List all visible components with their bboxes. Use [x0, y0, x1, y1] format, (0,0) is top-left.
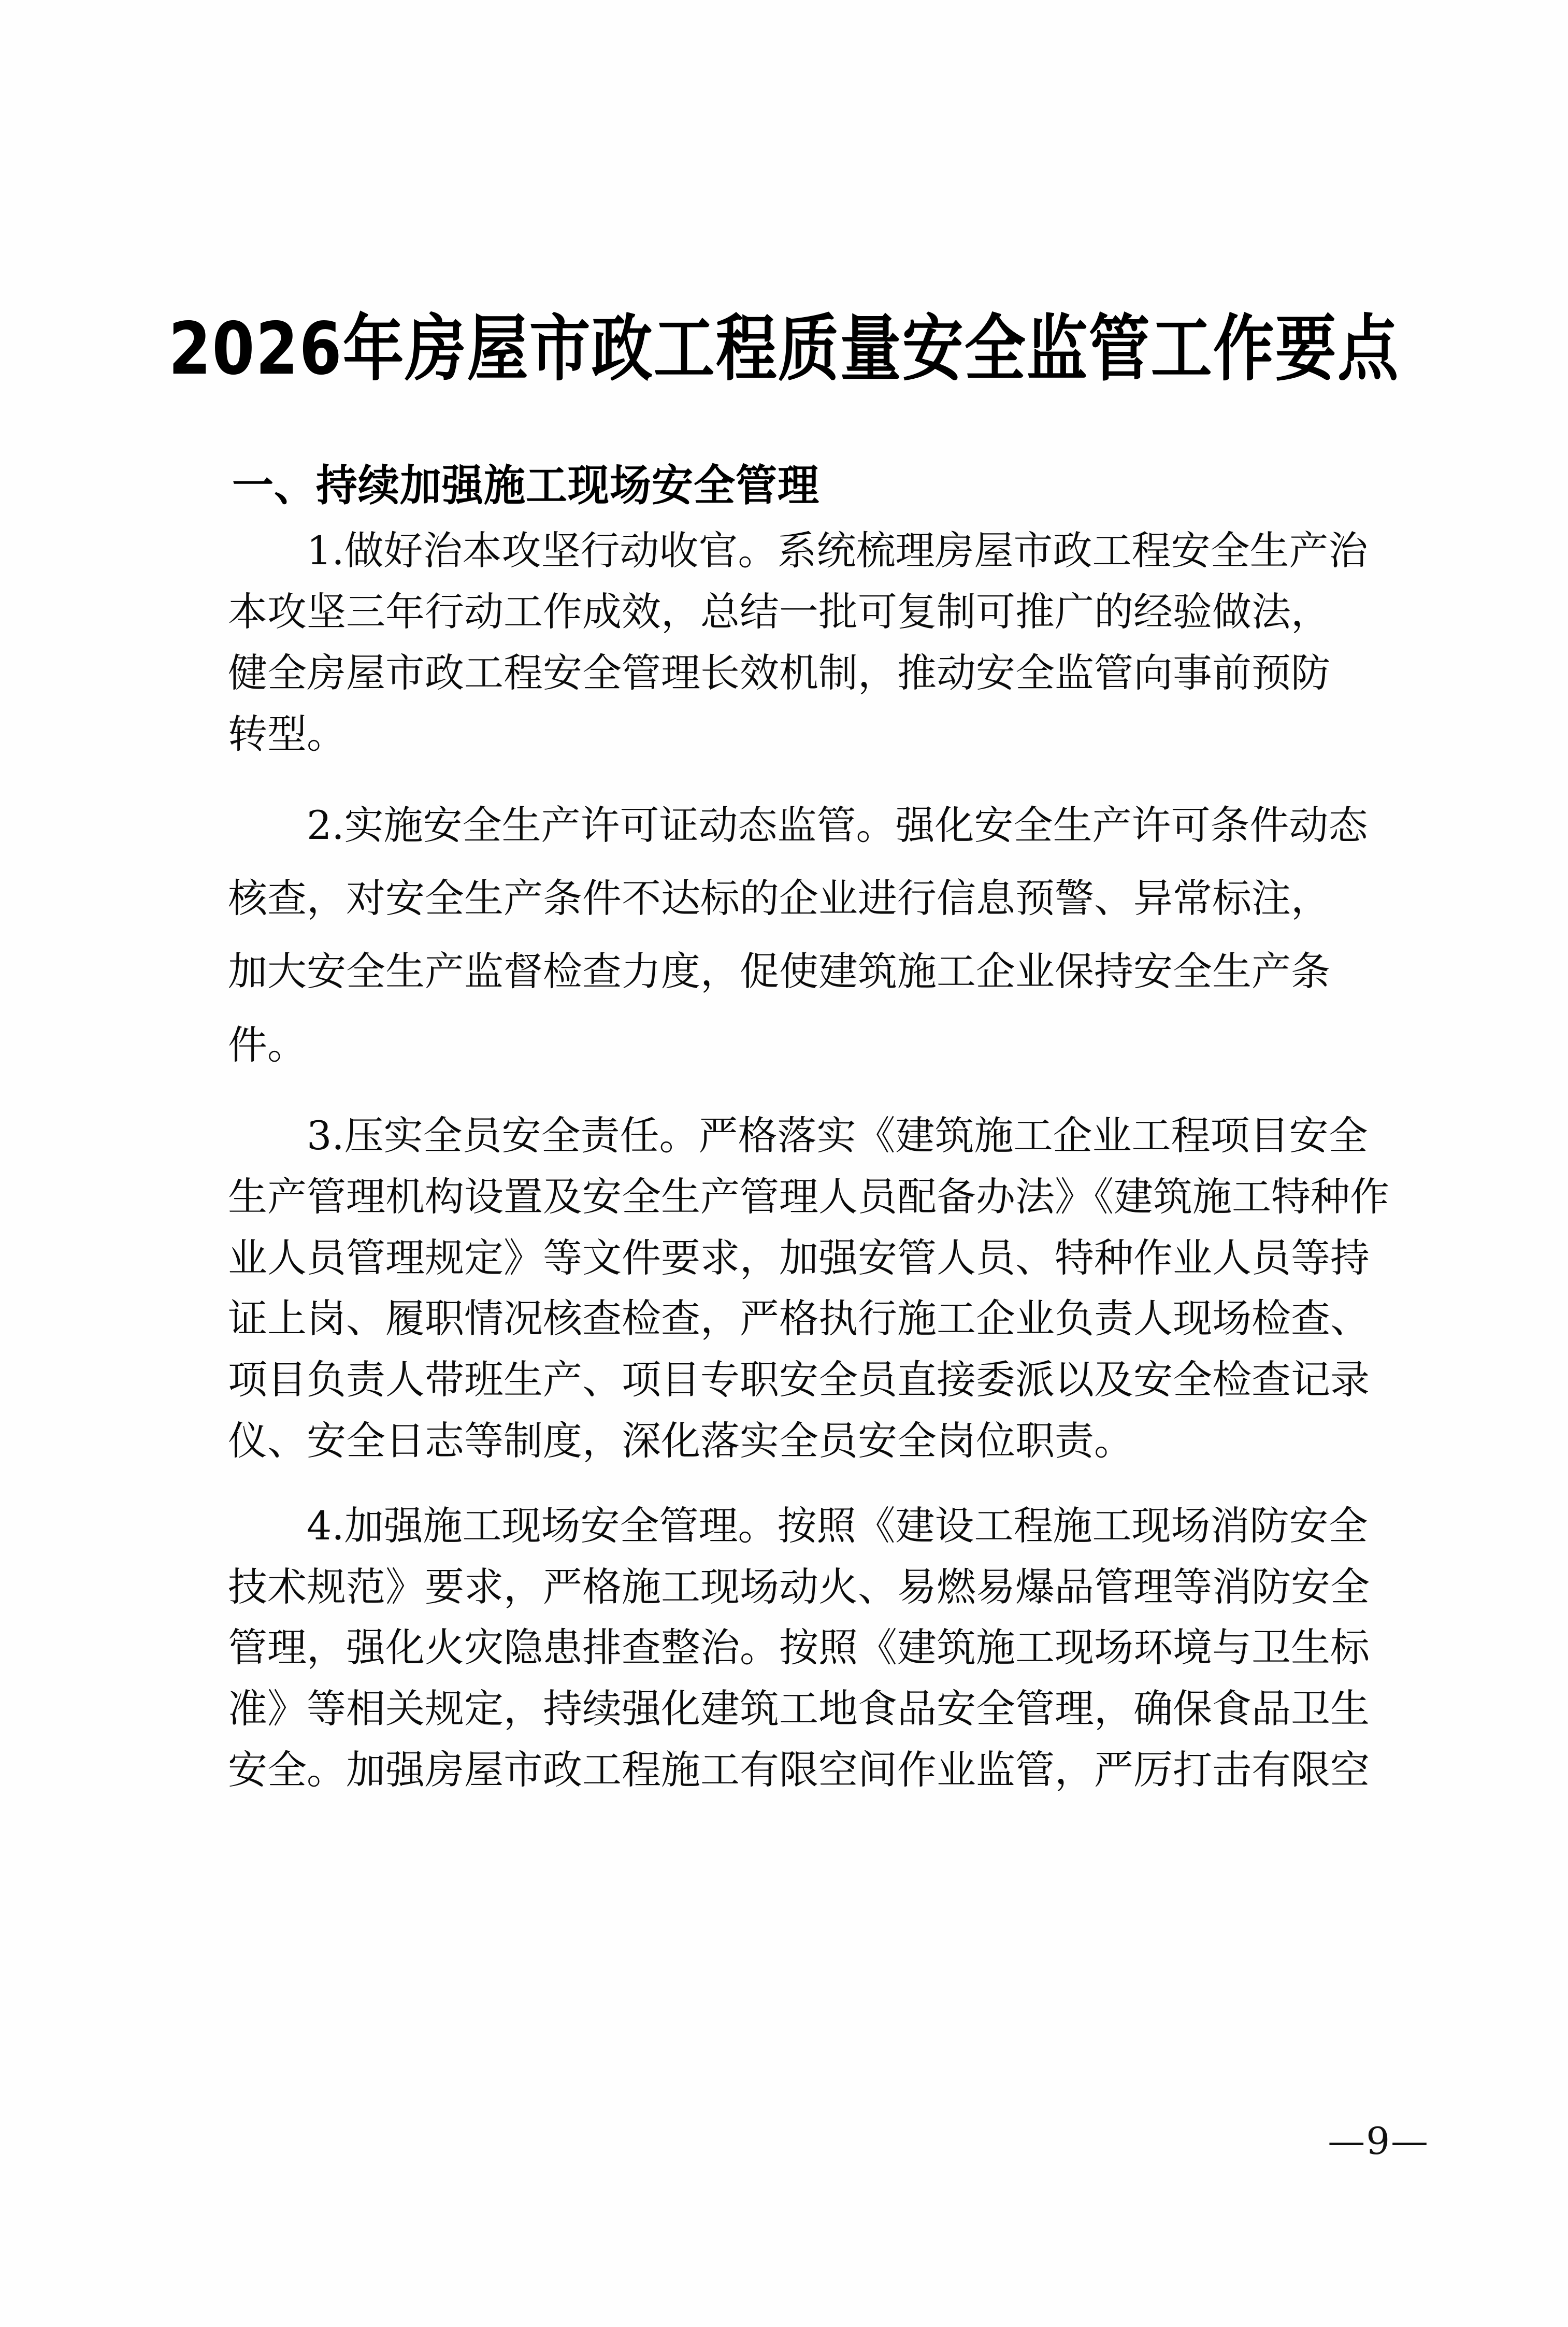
document-title: 2026年房屋市政工程质量安全监管工作要点: [168, 306, 1400, 391]
paragraph-line: 2.实施安全生产许可证动态监管。强化安全生产许可条件动态: [307, 802, 1368, 848]
paragraph-line: 加大安全生产监督检查力度，促使建筑施工企业保持安全生产条: [228, 948, 1330, 995]
paragraph-line: 仪、安全日志等制度，深化落实全员安全岗位职责。: [228, 1418, 1133, 1464]
paragraph-line: 4.加强施工现场安全管理。按照《建设工程施工现场消防安全: [307, 1502, 1368, 1549]
paragraph-line: 业人员管理规定》等文件要求，加强安管人员、特种作业人员等持: [228, 1234, 1370, 1281]
paragraph-line: 3.压实全员安全责任。严格落实《建筑施工企业工程项目安全: [307, 1112, 1368, 1159]
paragraph-line: 转型。: [228, 710, 346, 757]
document-body: [149, 456, 1421, 1801]
page-number: —9—: [1328, 2119, 1429, 2163]
paragraph-item-1: [149, 520, 1421, 764]
paragraph-item-3: [149, 1105, 1421, 1472]
paragraph-line: 管理，强化火灾隐患排查整治。按照《建筑施工现场环境与卫生标: [228, 1624, 1370, 1671]
paragraph-line: 安全。加强房屋市政工程施工有限空间作业监管，严厉打击有限空: [228, 1746, 1370, 1793]
paragraph-line: 核查，对安全生产条件不达标的企业进行信息预警、异常标注，: [228, 875, 1330, 921]
paragraph-line: 本攻坚三年行动工作成效，总结一批可复制可推广的经验做法，: [228, 589, 1330, 635]
paragraph-line: 项目负责人带班生产、项目专职安全员直接委派以及安全检查记录: [228, 1357, 1370, 1403]
paragraph-line: 1.做好治本攻坚行动收官。系统梳理房屋市政工程安全生产治: [307, 527, 1368, 574]
paragraph-item-2: [149, 789, 1421, 1081]
paragraph-line: 证上岗、履职情况核查检查，严格执行施工企业负责人现场检查、: [228, 1295, 1370, 1342]
paragraph-line: 准》等相关规定，持续强化建筑工地食品安全管理，确保食品卫生: [228, 1686, 1370, 1732]
paragraph-item-4: [149, 1495, 1421, 1801]
section-heading-1: 一、持续加强施工现场安全管理: [232, 460, 819, 511]
paragraph-line: 健全房屋市政工程安全管理长效机制，推动安全监管向事前预防: [228, 649, 1330, 696]
paragraph-line: 技术规范》要求，严格施工现场动火、易燃易爆品管理等消防安全: [228, 1563, 1370, 1610]
paragraph-line: 生产管理机构设置及安全生产管理人员配备办法》《建筑施工特种作: [228, 1173, 1389, 1220]
paragraph-line: 件。: [228, 1021, 307, 1068]
